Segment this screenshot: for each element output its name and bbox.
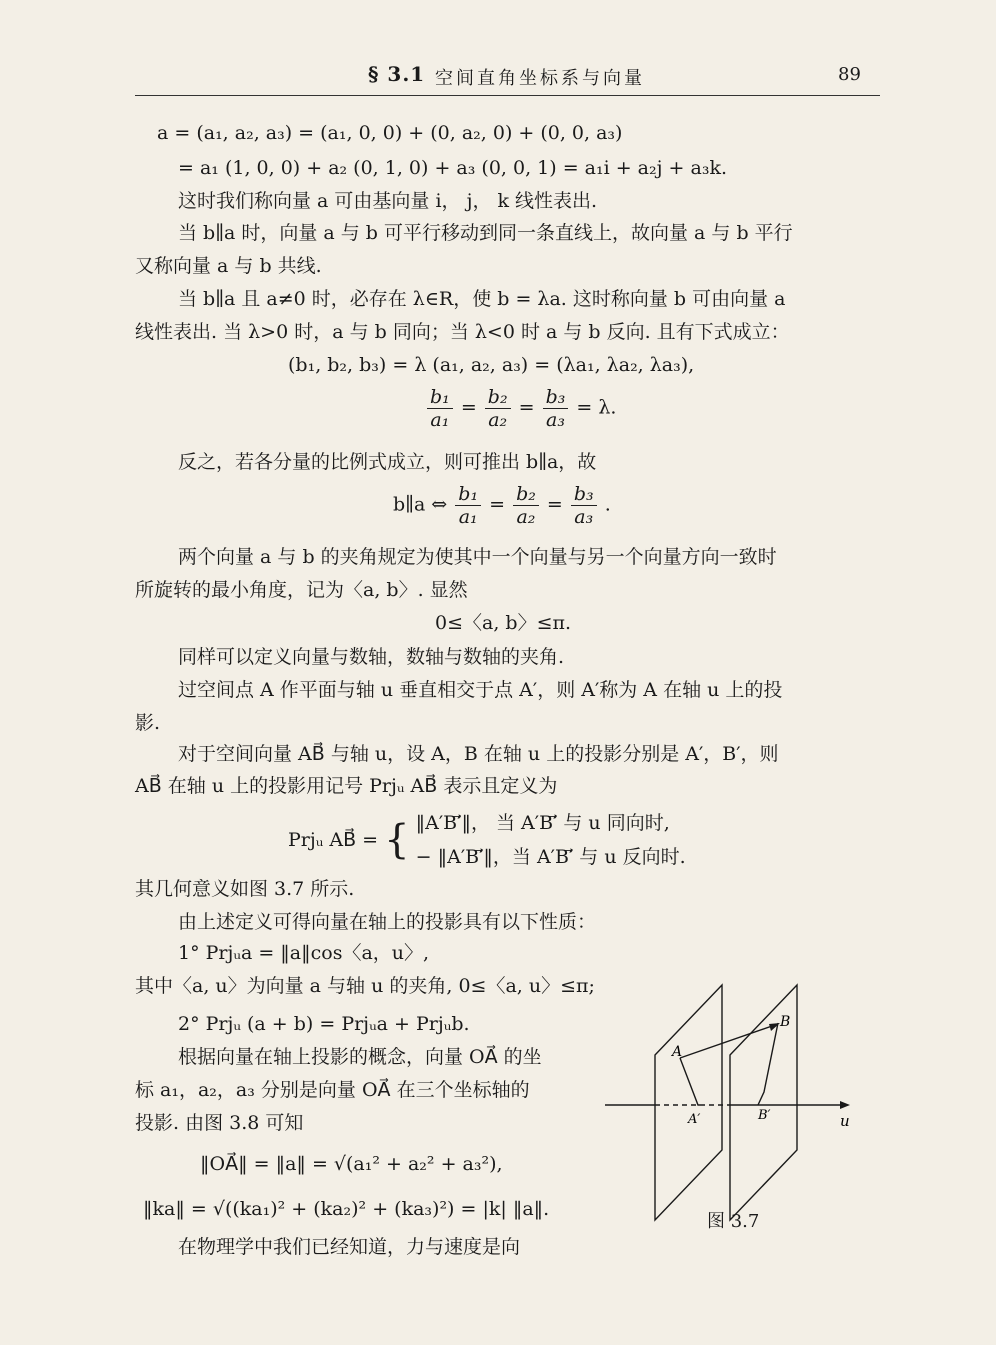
equation-norm-oa: ‖OA⃗‖ = ‖a‖ = √(a₁² + a₂² + a₃²), (200, 1153, 503, 1175)
projection-line-b (758, 1023, 778, 1105)
text-line: 两个向量 a 与 b 的夹角规定为使其中一个向量与另一个向量方向一致时 (178, 546, 777, 568)
section-number: § 3.1 (368, 62, 426, 86)
text-line: 这时我们称向量 a 可由基向量 i， j， k 线性表出. (178, 190, 598, 212)
label-b-prime: B′ (758, 1108, 771, 1123)
text-line: 由上述定义可得向量在轴上的投影具有以下性质： (178, 911, 597, 933)
equation-scalar-multiple: (b₁, b₂, b₃) = λ (a₁, a₂, a₃) = (λa₁, λa₂, λa₃), (288, 354, 695, 376)
section-title: 空间直角坐标系与向量 (435, 68, 645, 89)
text-line: 线性表出. 当 λ>0 时，a 与 b 同向；当 λ<0 时 a 与 b 反向. 且有下式成立： (135, 321, 790, 343)
figure-projection-diagram (600, 980, 860, 1230)
text-line: 当 b∥a 时，向量 a 与 b 可平行移动到同一条直线上，故向量 a 与 b 平行 (178, 222, 793, 244)
property-two: 2° Prjᵤ (a + b) = Prjᵤa + Prjᵤb. (178, 1013, 470, 1035)
label-u: u (840, 1112, 850, 1130)
equation-angle-range: 0≤〈a, b〉≤π. (435, 612, 572, 634)
text-line: 当 b∥a 且 a≠0 时，必存在 λ∈R，使 b = λa. 这时称向量 b 可由向量 a (178, 288, 786, 310)
equation-ratio: $\frac{\text{b₁}}{\text{a₁}}$ = $\frac{\text{b₂}}{\text{a₂}}$ = $\frac{\text{b₃}}{\text{a₃}}$ = λ. (425, 386, 616, 440)
text-line: 根据向量在轴上投影的概念，向量 OA⃗ 的坐 (178, 1046, 542, 1068)
vector-ab (680, 1025, 775, 1058)
text-line: 在物理学中我们已经知道，力与速度是向 (178, 1236, 521, 1258)
projection-line-a (680, 1058, 700, 1105)
label-b: B (780, 1014, 791, 1030)
text-line: 所旋转的最小角度，记为〈a, b〉. 显然 (135, 579, 468, 601)
label-a-prime: A′ (688, 1112, 701, 1127)
text-line: 投影. 由图 3.8 可知 (135, 1112, 304, 1134)
text-line: 其中〈a, u〉为向量 a 与轴 u 的夹角, 0≤〈a, u〉≤π; (135, 975, 595, 997)
text-line: 标 a₁，a₂，a₃ 分别是向量 OA⃗ 在三个坐标轴的 (135, 1079, 530, 1101)
page-number: 89 (838, 64, 861, 85)
property-one: 1° Prjᵤa = ‖a‖cos〈a，u〉, (178, 942, 430, 964)
equation-projection-definition: Prjᵤ AB⃗ = { ‖A′B′⃗‖， 当 A′B′⃗ 与 u 同向时, − ‖A′B′⃗‖，当 A′B′⃗ 与 u 反向时. (288, 812, 686, 868)
figure-caption: 图 3.7 (707, 1211, 760, 1232)
equation-vector-components: a = (a₁, a₂, a₃) = (a₁, 0, 0) + (0, a₂, 0) + (0, 0, a₃) (157, 122, 623, 144)
equation-norm-ka: ‖ka‖ = √((ka₁)² + (ka₂)² + (ka₃)²) = |k| ‖a‖. (143, 1198, 550, 1220)
label-a: A (672, 1044, 683, 1060)
header-rule (135, 95, 880, 96)
equation-basis-expansion: = a₁ (1, 0, 0) + a₂ (0, 1, 0) + a₃ (0, 0, 1) = a₁i + a₂j + a₃k. (178, 157, 728, 179)
plane-a (655, 985, 722, 1220)
text-line: AB⃗ 在轴 u 上的投影用记号 Prjᵤ AB⃗ 表示且定义为 (135, 775, 558, 797)
text-line: 对于空间向量 AB⃗ 与轴 u，设 A，B 在轴 u 上的投影分别是 A′，B′，则 (178, 743, 779, 765)
text-line: 过空间点 A 作平面与轴 u 垂直相交于点 A′，则 A′称为 A 在轴 u 上的投 (178, 679, 783, 701)
text-line: 其几何意义如图 3.7 所示. (135, 878, 355, 900)
text-line: 反之，若各分量的比例式成立，则可推出 b∥a，故 (178, 451, 597, 473)
text-line: 又称向量 a 与 b 共线. (135, 255, 322, 277)
text-line: 同样可以定义向量与数轴，数轴与数轴的夹角. (178, 646, 565, 668)
text-line: 影. (135, 712, 161, 734)
equation-parallel-condition: b∥a ⇔ $\frac{\text{b₁}}{\text{a₁}}$ = $\frac{\text{b₂}}{\text{a₂}}$ = $\frac{\text{b₃}}{\text{a₃}}$ . (393, 483, 611, 528)
